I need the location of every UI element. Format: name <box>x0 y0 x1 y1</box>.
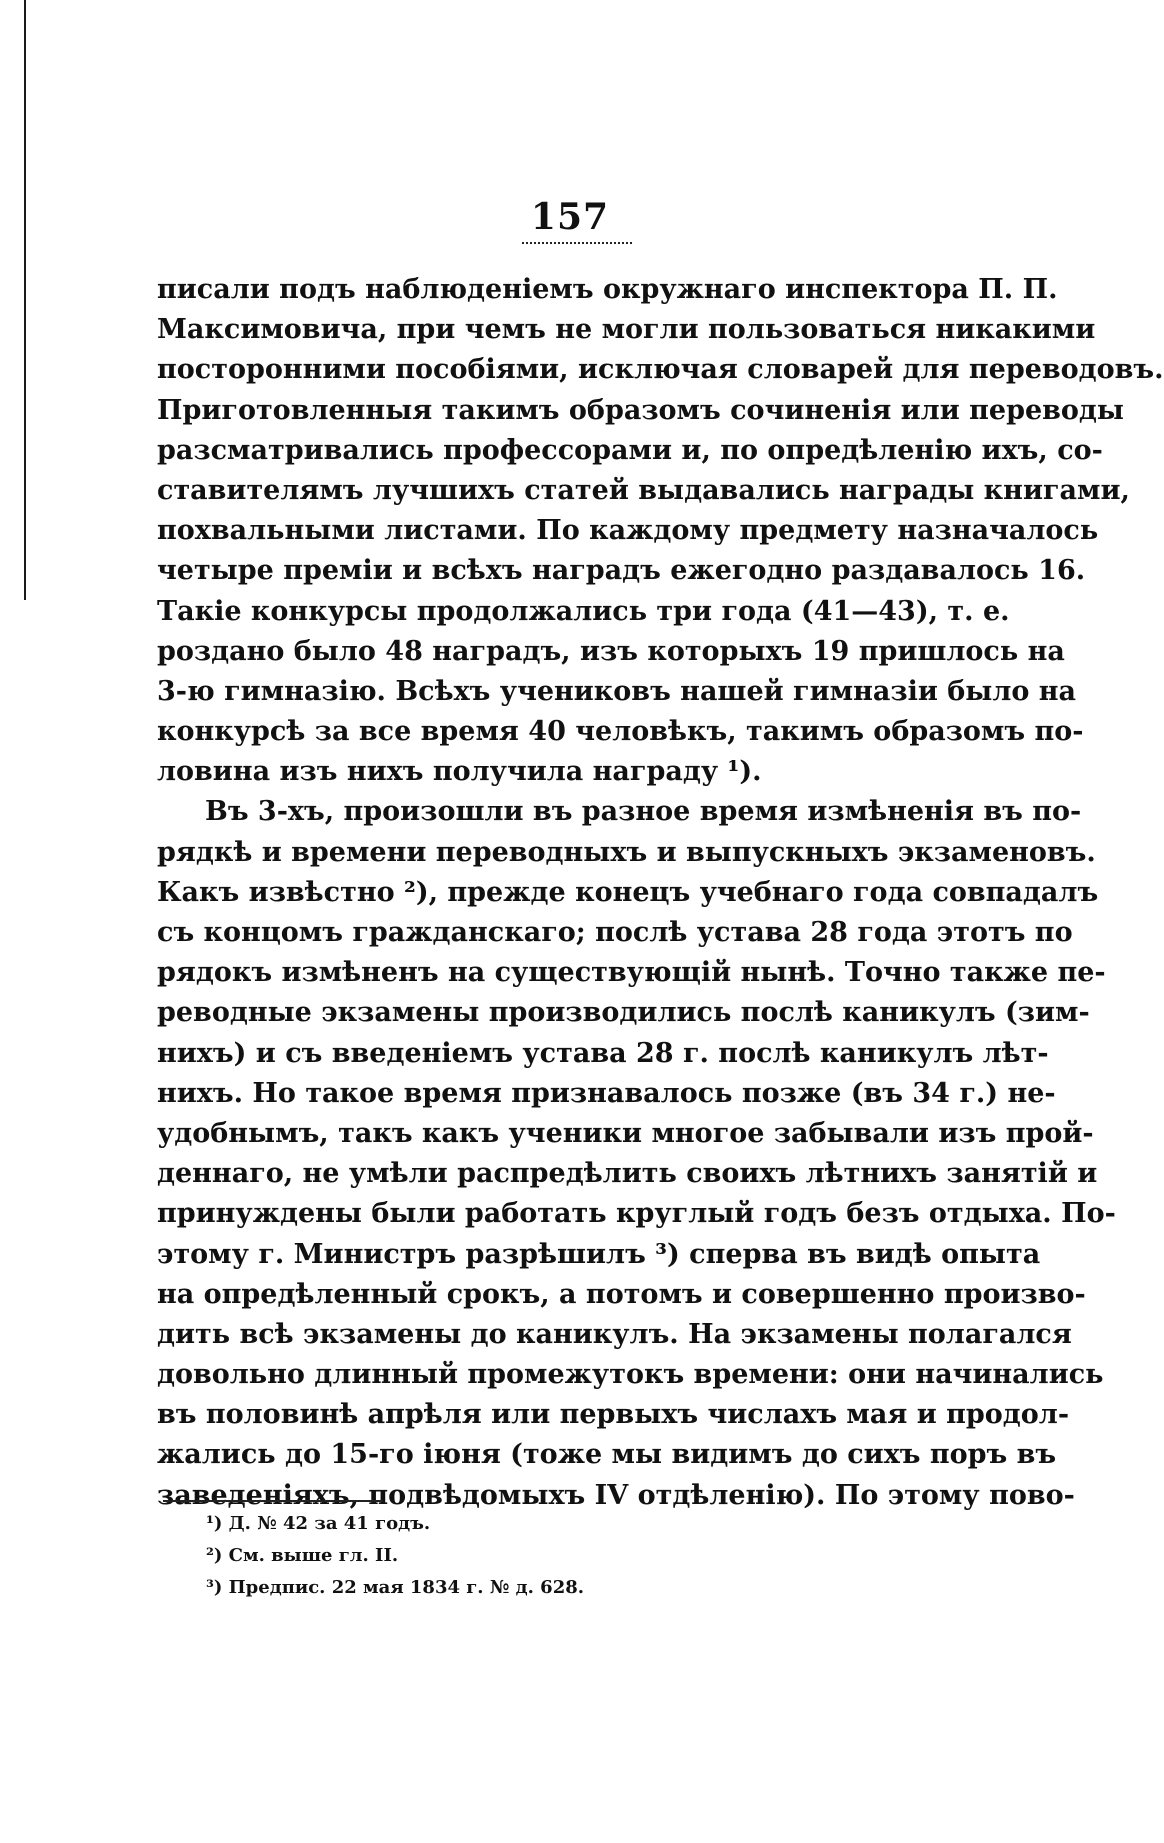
body-text <box>157 270 1164 1516</box>
footnote-divider <box>163 1500 383 1502</box>
text-line: рядкѣ и времени переводныхъ и выпускныхъ экзаменовъ. <box>157 836 1096 868</box>
text-line: похвальными листами. По каждому предмету назначалось <box>157 515 1099 547</box>
text-line: ставителямъ лучшихъ статей выдавались награды книгами, <box>157 474 1130 506</box>
text-line: этому г. Министръ разрѣшилъ ³) сперва въ видѣ опыта <box>157 1238 1041 1270</box>
text-line: въ половинѣ апрѣля или первыхъ числахъ мая и продол- <box>157 1399 1070 1431</box>
page-number: 157 <box>530 196 610 238</box>
text-line: писали подъ наблюденіемъ окружнаго инспектора П. П. <box>157 274 1058 305</box>
text-line: принуждены были работать круглый годъ безъ отдыха. По- <box>157 1198 1116 1230</box>
text-line: заведеніяхъ, подвѣдомыхъ IV отдѣленію). По этому пово- <box>157 1479 1075 1511</box>
text-line: съ концомъ гражданскаго; послѣ устава 28 года этотъ по <box>157 917 1073 948</box>
text-line: рядокъ измѣненъ на существующій нынѣ. Точно также пе- <box>157 957 1106 989</box>
text-line: нихъ. Но такое время признавалось позже (въ 34 г.) не- <box>157 1077 1056 1109</box>
text-line: 3-ю гимназію. Всѣхъ учениковъ нашей гимназіи было на <box>157 675 1077 707</box>
text-line: удобнымъ, такъ какъ ученики многое забывали изъ прой- <box>157 1117 1094 1149</box>
footnote: ³) Предпис. 22 мая 1834 г. № д. 628. <box>206 1577 585 1598</box>
text-line: Такіе конкурсы продолжались три года (41—43), т. е. <box>157 595 1010 627</box>
text-line: роздано было 48 наградъ, изъ которыхъ 19 пришлось на <box>157 635 1065 667</box>
text-line: Максимовича, при чемъ не могли пользоваться никакими <box>157 314 1096 346</box>
text-line: нихъ) и съ введеніемъ устава 28 г. послѣ каникулъ лѣт- <box>157 1037 1049 1069</box>
text-line: Приготовленныя такимъ образомъ сочиненія или переводы <box>157 394 1124 426</box>
text-line: деннаго, не умѣли распредѣлить своихъ лѣтнихъ занятій и <box>157 1158 1098 1190</box>
text-line: посторонними пособіями, исключая словарей для переводовъ. <box>157 354 1164 386</box>
text-line: довольно длинный промежутокъ времени: они начинались <box>157 1359 1104 1391</box>
text-line: Какъ извѣстно ²), прежде конецъ учебнаго года совпадалъ <box>157 876 1099 908</box>
page-number-rule <box>522 242 632 244</box>
page-edge-line <box>24 0 26 600</box>
text-line: дить всѣ экзамены до каникулъ. На экзамены полагался <box>157 1318 1072 1350</box>
footnote: ¹) Д. № 42 за 41 годъ. <box>206 1513 431 1534</box>
footnotes <box>206 1508 906 1604</box>
text-line: на опредѣленный срокъ, а потомъ и совершенно произво- <box>157 1278 1086 1310</box>
text-line: четыре преміи и всѣхъ наградъ ежегодно раздавалось 16. <box>157 555 1086 587</box>
text-line: разсматривались профессорами и, по опредѣленію ихъ, со- <box>157 434 1103 466</box>
text-line: жались до 15-го іюня (тоже мы видимъ до сихъ поръ въ <box>157 1439 1057 1471</box>
footnote: ²) См. выше гл. II. <box>206 1545 399 1566</box>
paragraph-start-line: Въ 3-хъ, произошли въ разное время измѣненія въ по- <box>205 796 1082 828</box>
text-line: ловина изъ нихъ получила награду ¹). <box>157 756 762 788</box>
text-line: конкурсѣ за все время 40 человѣкъ, такимъ образомъ по- <box>157 716 1084 748</box>
text-line: реводные экзамены производились послѣ каникулъ (зим- <box>157 997 1090 1029</box>
